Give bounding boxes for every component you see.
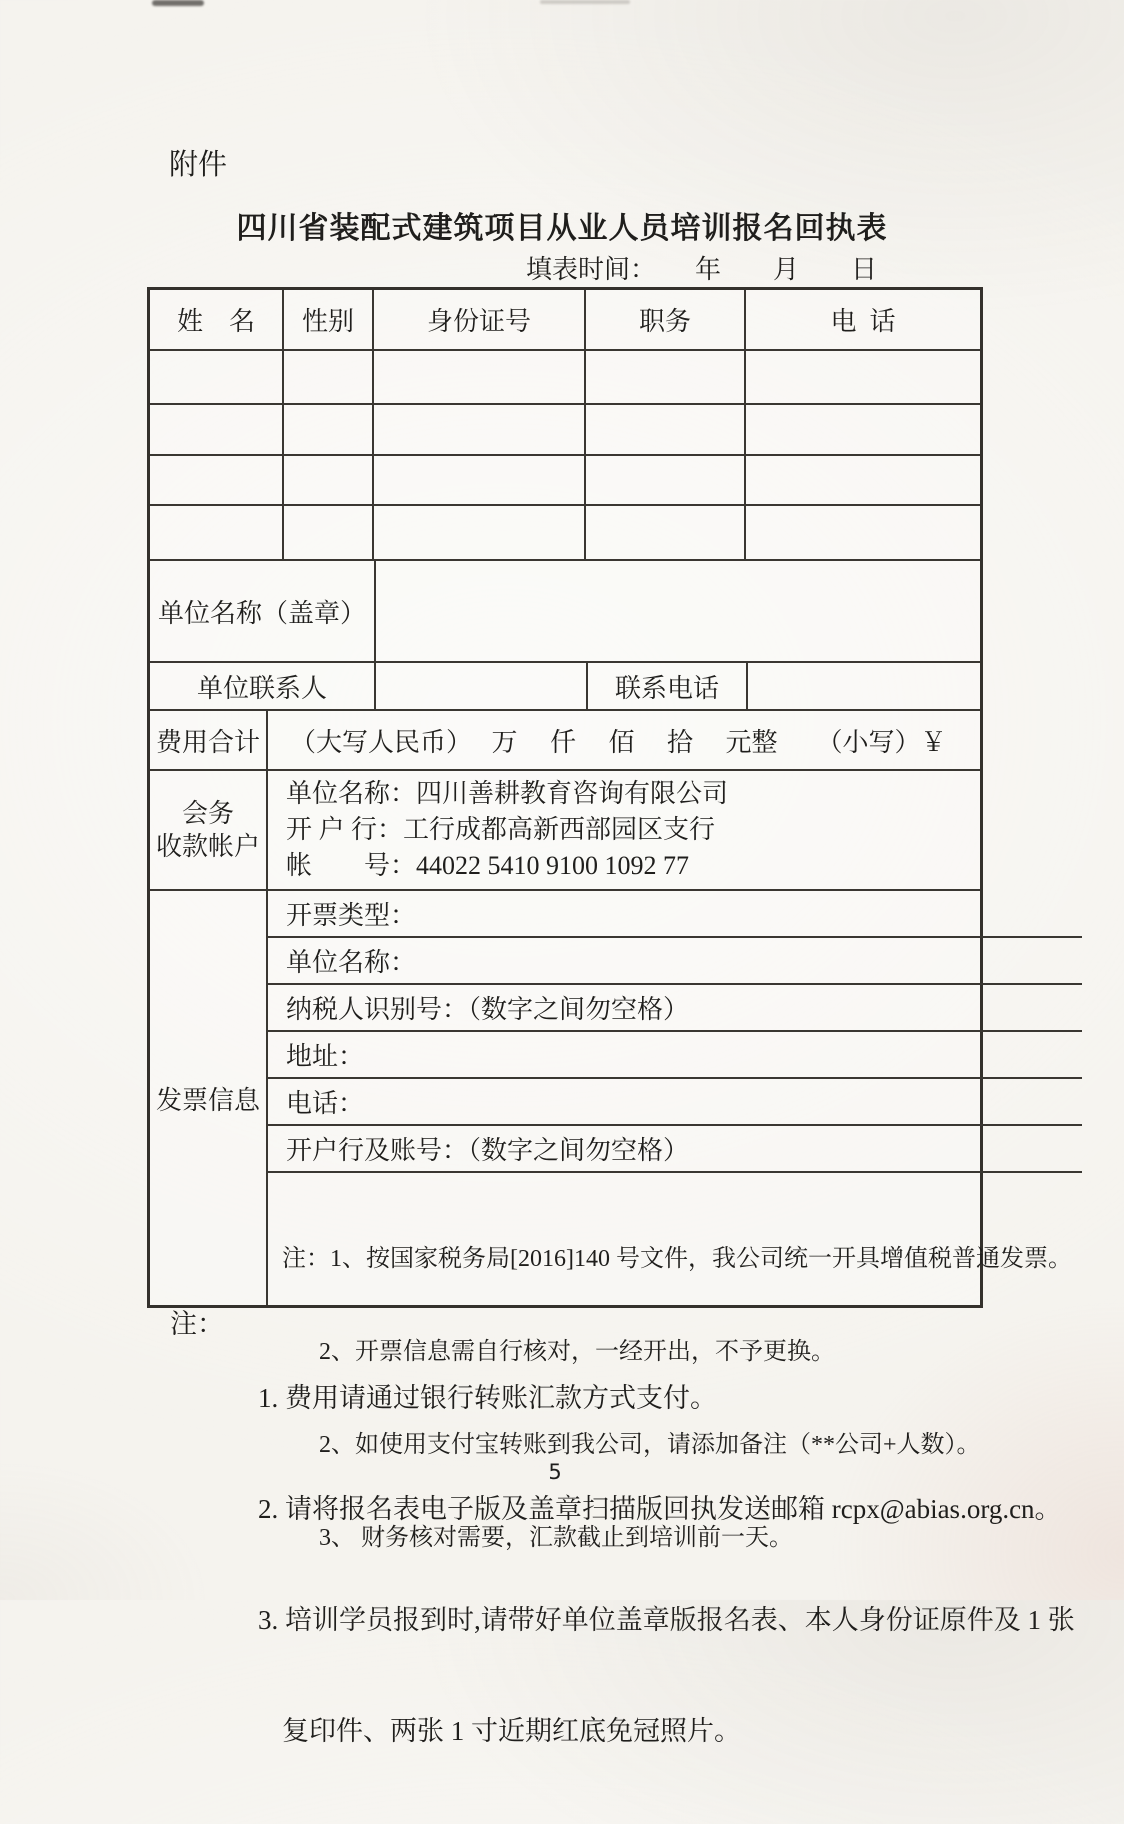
receiving-account-label-line2: 收款帐户 <box>155 832 260 861</box>
empty-cell <box>284 351 374 403</box>
empty-cell <box>746 456 980 504</box>
invoice-note-3: 2、如使用支付宝转账到我公司，请添加备注（**公司+人数）。 <box>319 1432 981 1458</box>
header-id-number: 身份证号 <box>374 290 586 349</box>
roster-empty-row <box>150 405 980 456</box>
empty-cell <box>746 351 980 403</box>
header-phone: 电 话 <box>830 307 896 336</box>
empty-cell <box>586 506 746 559</box>
empty-cell <box>284 506 374 559</box>
empty-cell <box>284 456 374 504</box>
scan-smudge-top-center <box>540 0 630 4</box>
footnotes-label: 注： <box>170 1309 224 1339</box>
fee-total-row <box>150 711 980 771</box>
header-name: 姓 名 <box>150 290 284 349</box>
roster-header-row <box>150 290 980 351</box>
contact-phone-value-cell <box>748 663 980 709</box>
unit-name-row <box>150 561 980 663</box>
empty-cell <box>374 506 586 559</box>
empty-cell <box>150 456 284 504</box>
unit-name-label: 单位名称（盖章） <box>150 561 376 661</box>
header-position: 职务 <box>586 290 746 349</box>
footnotes <box>170 1306 1075 1824</box>
footnotes-body <box>258 1306 1075 1824</box>
empty-cell <box>746 405 980 454</box>
empty-cell <box>586 405 746 454</box>
account-number: 帐 号：44022 5410 9100 1092 77 <box>286 851 690 880</box>
receiving-account-row <box>150 771 980 891</box>
empty-cell <box>150 506 284 559</box>
footnote-1: 1. 费用请通过银行转账汇款方式支付。 <box>258 1383 717 1413</box>
attachment-label: 附件 <box>169 149 228 181</box>
invoice-taxid-field: 纳税人识别号：（数字之间勿空格） <box>268 985 1082 1032</box>
receiving-account-label-line1: 会务 <box>181 799 234 828</box>
fee-total-content: （大写人民币） 万 仟 佰 拾 元整 （小写）￥ <box>290 727 947 757</box>
invoice-phone-field: 电话： <box>268 1079 1082 1126</box>
fill-date-line: 填表时间： 年 月 日 <box>525 255 877 284</box>
roster-empty-row <box>150 506 980 561</box>
footnote-2: 2. 请将报名表电子版及盖章扫描版回执发送邮箱 rcpx@abias.org.cn。 <box>258 1494 1062 1524</box>
empty-cell <box>586 351 746 403</box>
form-title: 四川省装配式建筑项目从业人员培训报名回执表 <box>236 212 888 245</box>
account-company-name: 单位名称：四川善耕教育咨询有限公司 <box>286 779 729 808</box>
empty-cell <box>284 405 374 454</box>
invoice-type-field: 开票类型： <box>268 891 1082 938</box>
invoice-info-label: 发票信息 <box>150 891 268 1305</box>
unit-name-value-cell <box>376 561 980 661</box>
receiving-account-details <box>268 771 980 889</box>
footnote-3-continuation: 复印件、两张 1 寸近期红底免冠照片。 <box>282 1716 741 1746</box>
invoice-bank-account-field: 开户行及账号：（数字之间勿空格） <box>268 1126 1082 1173</box>
receiving-account-label <box>150 771 268 889</box>
header-gender: 性别 <box>284 290 374 349</box>
empty-cell <box>374 351 586 403</box>
invoice-company-field: 单位名称： <box>268 938 1082 985</box>
invoice-note-2: 2、开票信息需自行核对，一经开出，不予更换。 <box>319 1339 835 1365</box>
scan-smudge-top-left <box>152 0 204 6</box>
empty-cell <box>586 456 746 504</box>
roster-empty-row <box>150 351 980 405</box>
unit-contact-value-cell <box>376 663 588 709</box>
page-number: 5 <box>548 1460 562 1484</box>
empty-cell <box>374 456 586 504</box>
footnote-3: 3. 培训学员报到时,请带好单位盖章版报名表、本人身份证原件及 1 张 <box>258 1605 1075 1635</box>
empty-cell <box>150 405 284 454</box>
roster-empty-row <box>150 456 980 506</box>
unit-contact-row <box>150 663 980 711</box>
empty-cell <box>374 405 586 454</box>
fee-total-label: 费用合计 <box>150 711 268 769</box>
invoice-note-4: 3、 财务核对需要，汇款截止到培训前一天。 <box>319 1525 793 1551</box>
empty-cell <box>150 351 284 403</box>
invoice-address-field: 地址： <box>268 1032 1082 1079</box>
account-bank-name: 开 户 行：工行成都高新西部园区支行 <box>286 815 716 844</box>
unit-contact-label: 单位联系人 <box>150 663 376 709</box>
contact-phone-label: 联系电话 <box>588 663 748 709</box>
invoice-note-1: 注：1、按国家税务局[2016]140 号文件，我公司统一开具增值税普通发票。 <box>282 1246 1072 1272</box>
empty-cell <box>746 506 980 559</box>
